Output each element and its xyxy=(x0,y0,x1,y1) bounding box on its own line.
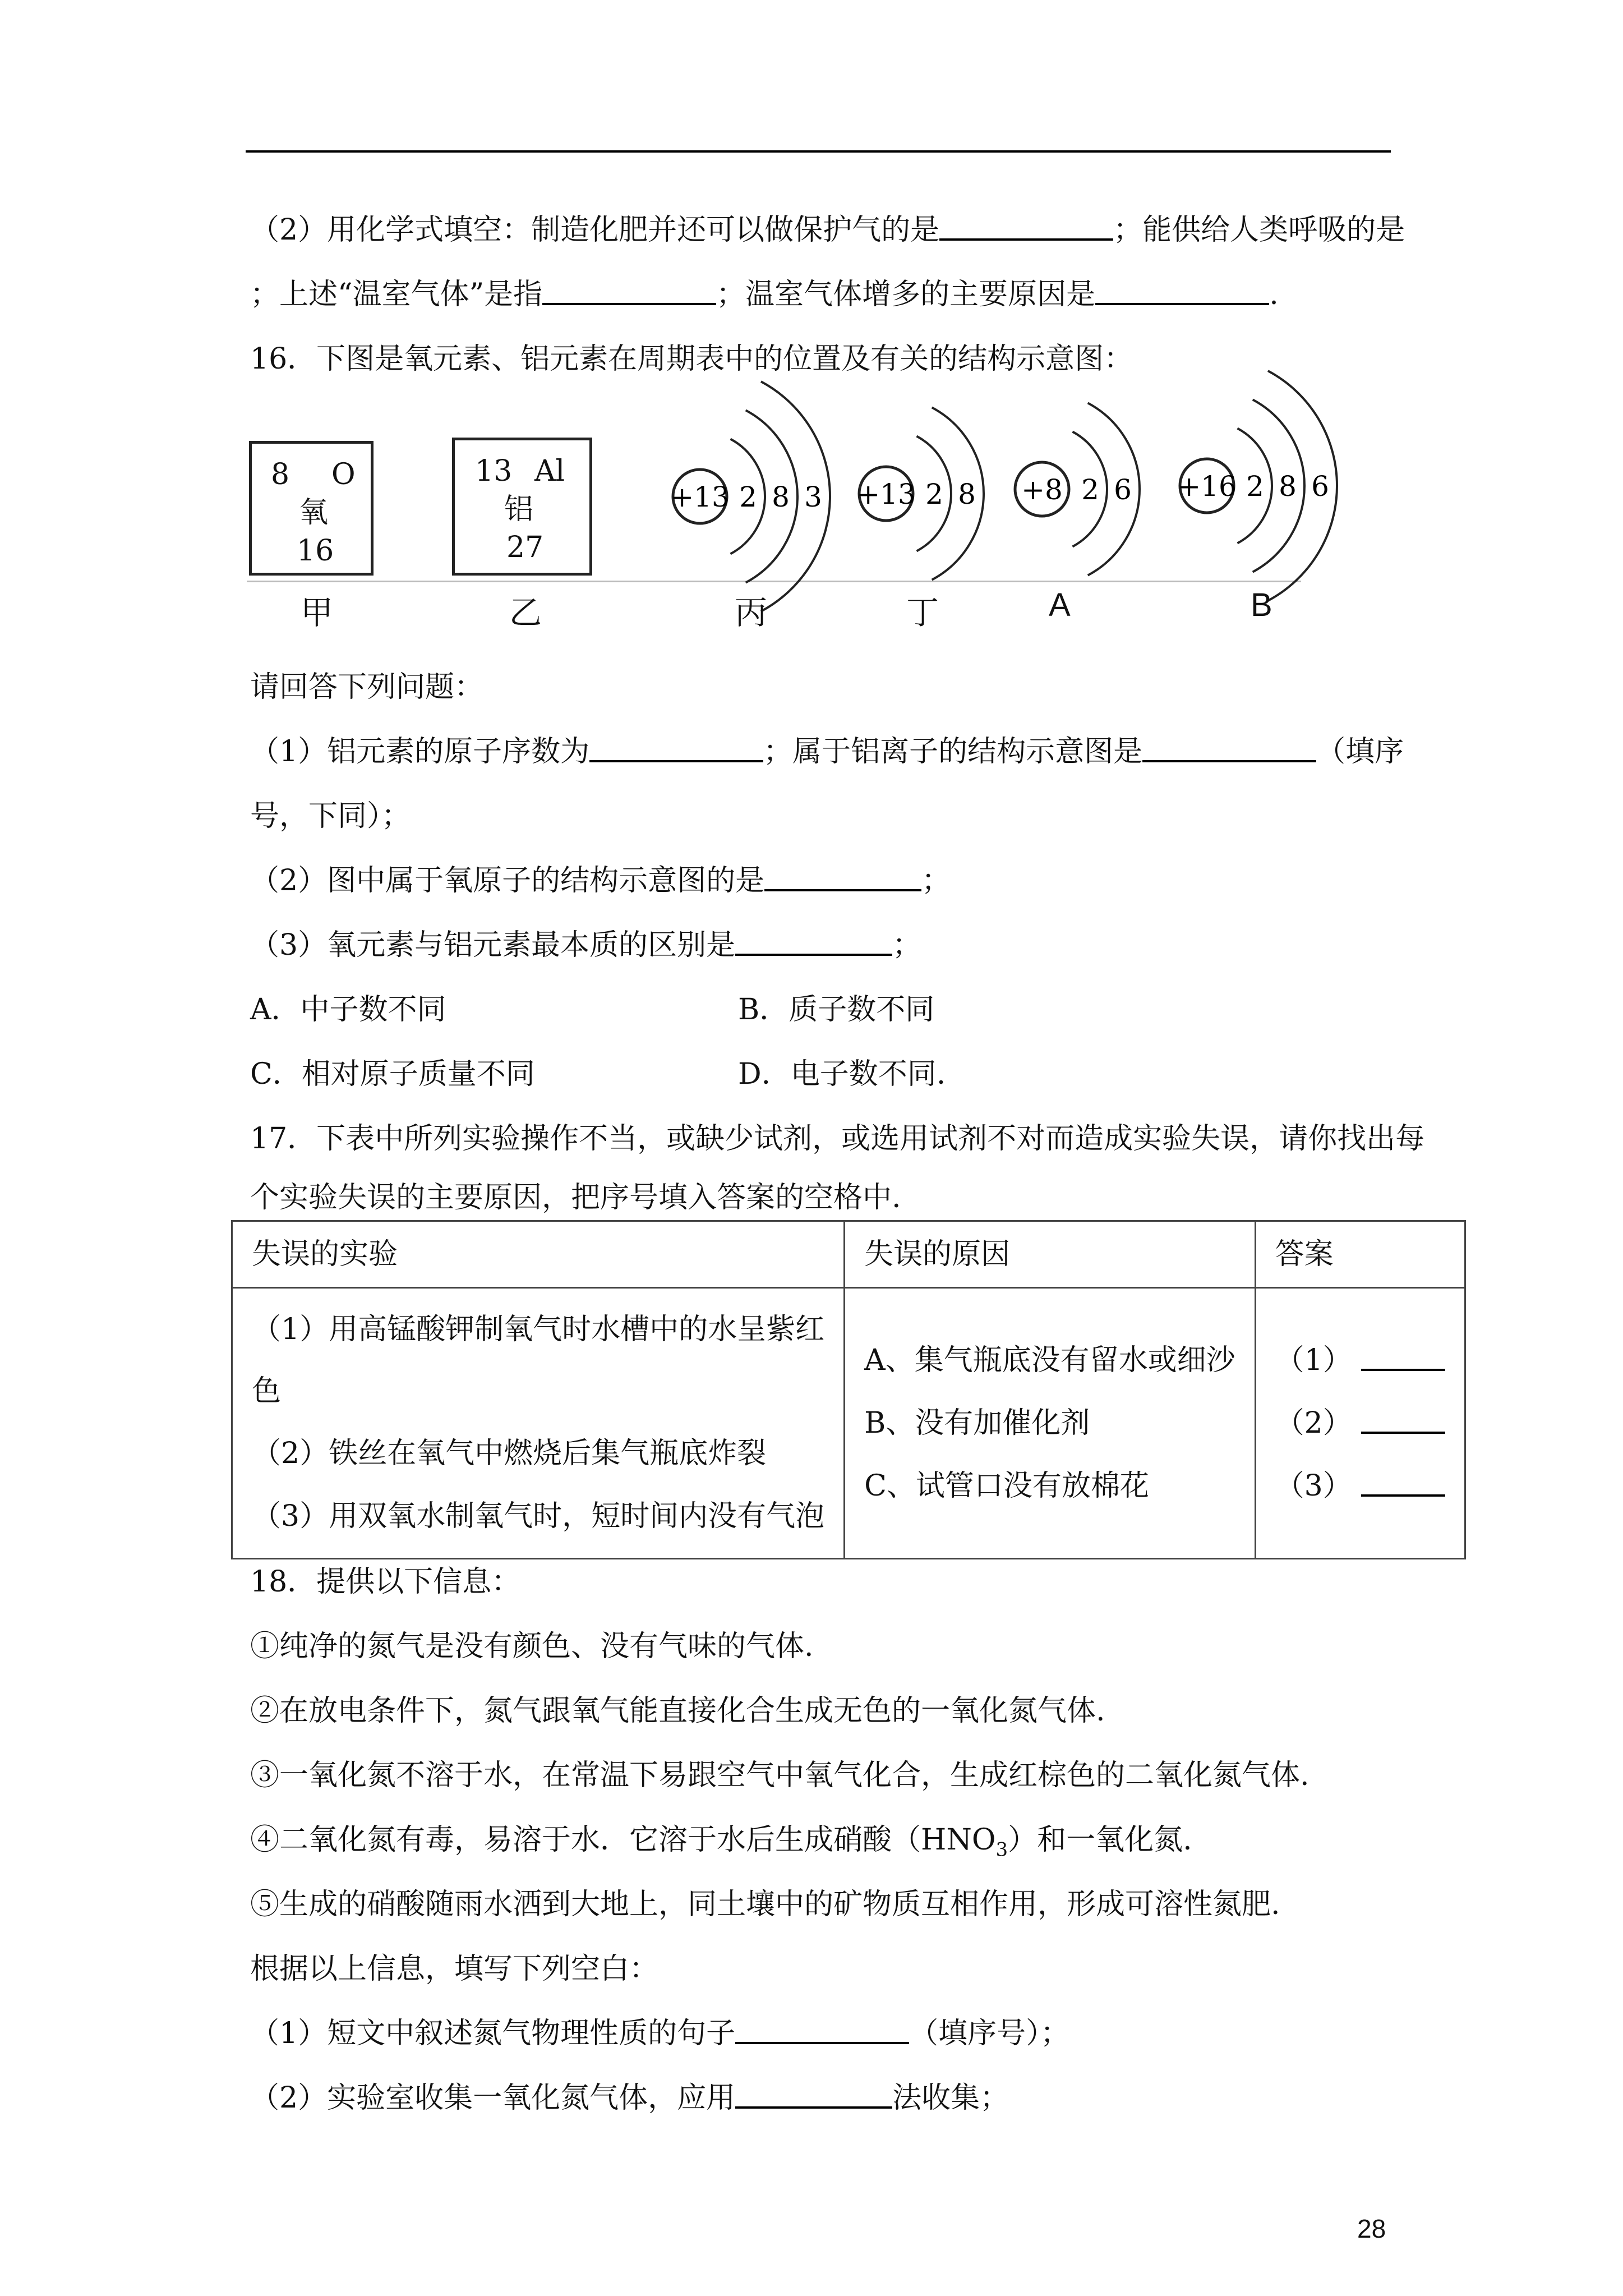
reason-c: C、试管口没有放棉花 xyxy=(864,1469,1149,1503)
q15-part2-line2: ；上述“温室气体”是指 ；温室气体增多的主要原因是 . xyxy=(250,275,1279,314)
atomic-number: 13 xyxy=(475,454,513,488)
atom-structure-figure xyxy=(247,387,1329,631)
q17-stem-line1: 17．下表中所列实验操作不当，或缺少试剂，或选用试剂不对而造成实验失误，请你找出每 xyxy=(250,1122,1425,1156)
q16-prompt: 请回答下列问题： xyxy=(250,670,484,704)
reasons-cell xyxy=(845,1288,1256,1559)
atomic-mass: 27 xyxy=(506,531,544,564)
option-d[interactable]: D．电子数不同. xyxy=(738,1057,946,1091)
q16-p2: （2）图中属于氧原子的结构示意图的是 ； xyxy=(250,861,951,900)
electron-count: 8 xyxy=(958,478,976,510)
label-b: B xyxy=(1251,587,1272,623)
reason-a: A、集气瓶底没有留水或细沙 xyxy=(864,1343,1235,1377)
q18-stem: 18．提供以下信息： xyxy=(250,1565,521,1599)
header-reason: 失误的原因 xyxy=(845,1221,1256,1288)
electron-count: 8 xyxy=(1279,470,1297,503)
element-symbol: O xyxy=(331,458,356,491)
experiment-table xyxy=(231,1220,1466,1559)
answer-blank[interactable] xyxy=(1142,732,1316,762)
answer-blank[interactable] xyxy=(939,210,1113,241)
option-a[interactable]: A．中子数不同 xyxy=(250,993,446,1027)
answer-blank[interactable] xyxy=(735,926,892,956)
q18-p2: （2）实验室收集一氧化氮气体，应用 法收集； xyxy=(250,2078,1009,2118)
answer-blank[interactable] xyxy=(1361,1466,1445,1497)
atomic-number: 8 xyxy=(271,458,290,491)
q18-info-2: ②在放电条件下，氮气跟氧气能直接化合生成无色的一氧化氮气体. xyxy=(250,1694,1105,1728)
answers-cell xyxy=(1255,1288,1465,1559)
answer-3: （3） xyxy=(1275,1455,1445,1517)
option-c[interactable]: C．相对原子质量不同 xyxy=(250,1057,535,1091)
q18-info-3: ③一氧化氮不溶于水，在常温下易跟空气中氧气化合，生成红棕色的二氧化氮气体. xyxy=(250,1759,1310,1792)
answer-blank[interactable] xyxy=(1361,1404,1445,1434)
nucleus-charge: +13 xyxy=(670,481,730,513)
q18-info-1: ①纯净的氮气是没有颜色、没有气味的气体. xyxy=(250,1630,814,1663)
atomic-mass: 16 xyxy=(297,534,334,568)
label-jia: 甲 xyxy=(301,595,334,631)
electron-count: 2 xyxy=(1081,473,1099,506)
q15-part2-line1: （2）用化学式填空：制造化肥并还可以做保护气的是 ；能供给人类呼吸的是 xyxy=(250,210,1405,250)
answer-blank[interactable] xyxy=(1095,275,1269,305)
q18-info-4: ④二氧化氮有毒，易溶于水．它溶于水后生成硝酸$(HNO_3)$和一氧化氮. xyxy=(250,1823,1192,1861)
table-row xyxy=(232,1288,1465,1559)
answer-blank[interactable] xyxy=(1361,1341,1445,1371)
label-a: A xyxy=(1049,587,1071,623)
experiment-3: （3）用双氧水制氧气时，短时间内没有气泡 xyxy=(252,1499,825,1533)
label-ding: 丁 xyxy=(906,595,939,631)
answer-1: （1） xyxy=(1275,1329,1445,1392)
header-experiment: 失误的实验 xyxy=(232,1221,845,1288)
experiments-cell xyxy=(232,1288,845,1559)
element-symbol: Al xyxy=(534,454,565,488)
q16-stem: 16．下图是氧元素、铝元素在周期表中的位置及有关的结构示意图： xyxy=(250,342,1133,376)
atom-diagram xyxy=(1015,403,1140,575)
answer-blank[interactable] xyxy=(735,2014,909,2044)
page-number: 28 xyxy=(1357,2214,1386,2243)
answer-blank[interactable] xyxy=(764,861,921,891)
q16-p1-line2: 号，下同）； xyxy=(250,799,411,833)
answer-blank[interactable] xyxy=(542,275,716,305)
element-name: 氧 xyxy=(299,496,329,530)
experiment-2: （2）铁丝在氧气中燃烧后集气瓶底炸裂 xyxy=(252,1437,767,1470)
q18-p1: （1）短文中叙述氮气物理性质的句子 （填序号）； xyxy=(250,2014,1069,2053)
electron-count: 8 xyxy=(772,481,790,513)
experiment-1: （1）用高锰酸钾制氧气时水槽中的水呈紫红色 xyxy=(252,1313,825,1408)
electron-count: 2 xyxy=(1246,470,1264,503)
electron-count: 3 xyxy=(804,481,822,513)
option-b[interactable]: B．质子数不同 xyxy=(738,993,935,1027)
header-answer: 答案 xyxy=(1255,1221,1465,1288)
label-bing: 丙 xyxy=(735,595,768,631)
atom-diagram xyxy=(856,407,984,579)
q16-p3: （3）氧元素与铝元素最本质的区别是 ； xyxy=(250,926,921,965)
answer-blank[interactable] xyxy=(735,2078,892,2109)
element-name: 铝 xyxy=(504,493,534,526)
nucleus-charge: +8 xyxy=(1021,473,1063,506)
q16-p1-line1: （1）铝元素的原子序数为 ；属于铝离子的结构示意图是 （填序 xyxy=(250,732,1404,771)
electron-count: 6 xyxy=(1311,470,1329,503)
nucleus-charge: +16 xyxy=(1177,470,1237,503)
q18-info-5: ⑤生成的硝酸随雨水洒到大地上，同土壤中的矿物质互相作用，形成可溶性氮肥. xyxy=(250,1888,1280,1921)
header-rule xyxy=(246,150,1391,153)
answer-blank[interactable] xyxy=(589,732,763,762)
q17-stem-line2: 个实验失误的主要原因，把序号填入答案的空格中. xyxy=(250,1181,901,1214)
label-yi: 乙 xyxy=(509,595,542,631)
electron-count: 2 xyxy=(739,481,757,513)
q18-prompt: 根据以上信息，填写下列空白： xyxy=(250,1952,659,1986)
answer-2: （2） xyxy=(1275,1392,1445,1455)
atom-diagrams xyxy=(247,387,1329,583)
atom-diagram xyxy=(1177,371,1337,601)
electron-count: 2 xyxy=(925,478,943,510)
electron-count: 6 xyxy=(1114,473,1132,506)
table-header-row xyxy=(232,1221,1465,1288)
nucleus-charge: +13 xyxy=(856,478,916,510)
atom-diagram xyxy=(670,381,830,611)
reason-b: B、没有加催化剂 xyxy=(864,1406,1090,1440)
